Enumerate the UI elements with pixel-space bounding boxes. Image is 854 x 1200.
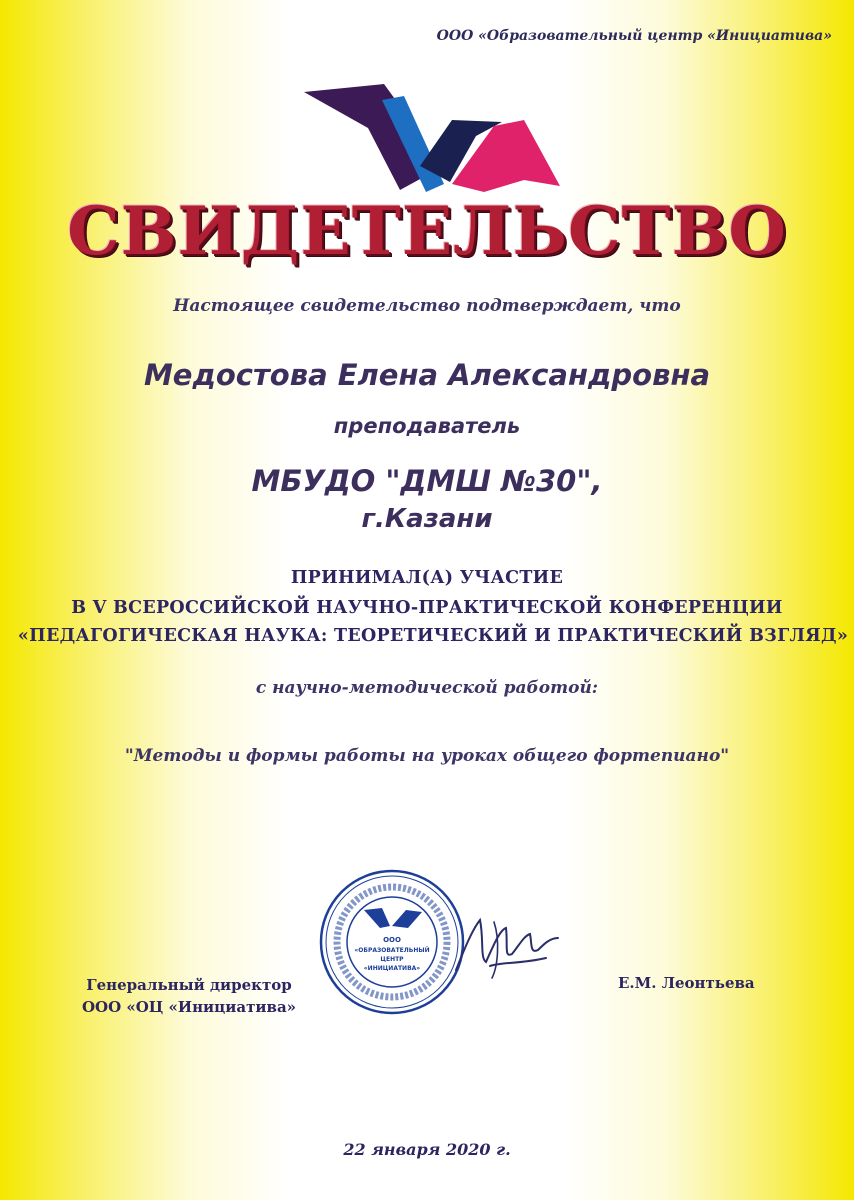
recipient-city: г.Казани: [361, 504, 493, 534]
participation-line-1: ПРИНИМАЛ(А) УЧАСТИЕ: [290, 568, 564, 588]
participation-line-2: В V ВСЕРОССИЙСКОЙ НАУЧНО-ПРАКТИЧЕСКОЙ КОНФЕРЕНЦИИ: [71, 598, 783, 618]
signer-title-line-2: ООО «ОЦ «Инициатива»: [81, 998, 297, 1016]
book-logo-icon: [298, 74, 568, 198]
signer-title-line-1: Генеральный директор: [86, 976, 292, 994]
issue-date: 22 января 2020 г.: [343, 1140, 511, 1159]
signer-title-block: [78, 974, 300, 1018]
svg-text:ООО: ООО: [383, 936, 401, 944]
recipient-name: Медостова Елена Александровна: [143, 358, 711, 392]
intro-text: Настоящее свидетельство подтверждает, что: [173, 296, 681, 316]
handwritten-signature: [450, 900, 570, 990]
work-title: "Методы и формы работы на уроках общего фортепиано": [124, 746, 730, 766]
recipient-institution: МБУДО "ДМШ №30",: [251, 464, 603, 498]
official-stamp: [318, 868, 466, 1016]
work-intro-text: с научно-методической работой:: [255, 678, 599, 698]
svg-text:ЦЕНТР: ЦЕНТР: [380, 956, 404, 963]
certificate-title: СВИДЕТЕЛЬСТВО: [67, 192, 787, 270]
stamp-book-right-icon: [392, 910, 422, 928]
svg-text:«ОБРАЗОВАТЕЛЬНЫЙ: «ОБРАЗОВАТЕЛЬНЫЙ: [354, 947, 430, 954]
svg-text:«ИНИЦИАТИВА»: «ИНИЦИАТИВА»: [363, 965, 421, 972]
signer-name: Е.М. Леонтьева: [618, 974, 755, 992]
organization-header: ООО «Образовательный центр «Инициатива»: [436, 28, 832, 44]
participation-line-3: «ПЕДАГОГИЧЕСКАЯ НАУКА: ТЕОРЕТИЧЕСКИЙ И ПРАКТИЧЕСКИЙ ВЗГЛЯД»: [17, 626, 849, 646]
recipient-position: преподаватель: [333, 414, 521, 438]
stamp-book-left-icon: [364, 908, 390, 928]
